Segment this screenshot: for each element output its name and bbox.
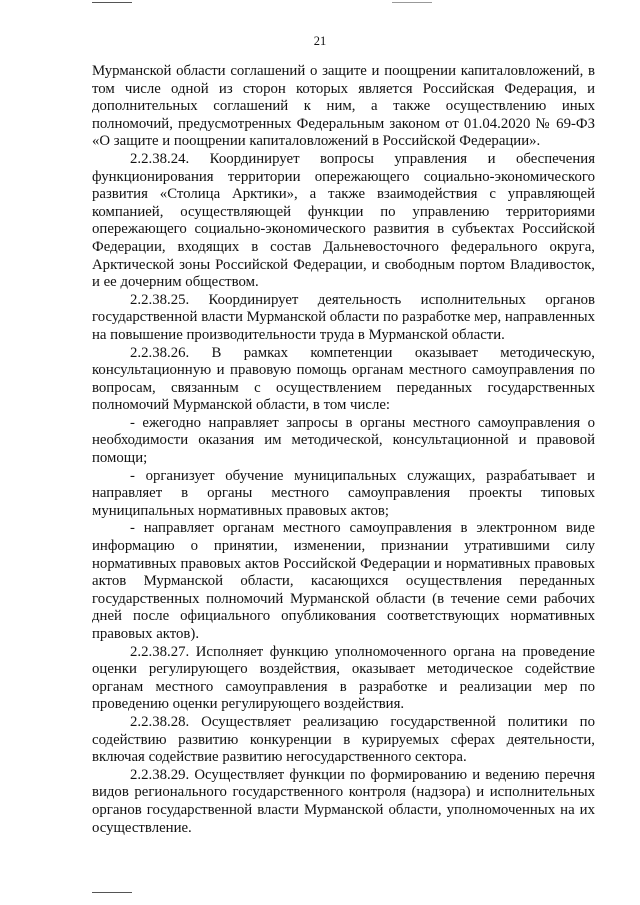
document-body (92, 63, 595, 837)
top-edge-mark (92, 2, 132, 3)
top-edge-mark (392, 2, 432, 3)
bottom-edge-mark (92, 892, 132, 893)
paragraph: 2.2.38.29. Осуществляет функции по формированию и ведению перечня видов регионального государственного контроля (надзора) и исполнительных органов государственной власти Мурманской области, уполномоченных на их осуществление. (92, 766, 595, 836)
paragraph: 2.2.38.26. В рамках компетенции оказывает методическую, консультационную и правовую помощь органам местного самоуправления по вопросам, связанным с осуществлением переданных государственных полномочий Мурманской области, в том числе: (92, 344, 595, 414)
list-item: - ежегодно направляет запросы в органы местного самоуправления о необходимости оказания им методической, консультационной и правовой помощи; (92, 414, 595, 467)
page-number: 21 (313, 34, 327, 48)
list-item: - организует обучение муниципальных служащих, разрабатывает и направляет в органы местного самоуправления проекты типовых муниципальных нормативных правовых актов; (92, 467, 595, 519)
list-item: - направляет органам местного самоуправления в электронном виде информацию о принятии, изменении, признании утратившими силу нормативных правовых актов Российской Федерации и нормативных правовых актов Мурманской области, касающихся осуществления переданных государственных полномочий Мурманской области (в течение семи рабочих дней после официального опубликования соответствующих нормативных правовых актов). (92, 520, 595, 642)
paragraph: 2.2.38.27. Исполняет функцию уполномоченного органа на проведение оценки регулирующего воздействия, оказывает методическое содействие органам местного самоуправления в разработке и реализации мер по проведению оценки регулирующего воздействия. (92, 643, 595, 713)
paragraph: 2.2.38.24. Координирует вопросы управления и обеспечения функционирования территории опережающего социально-экономического развития «Столица Арктики», а также взаимодействия с управляющей компанией, осуществляющей функции по управлению территориями опережающего социально-экономического развития в субъектах Российской Федерации, входящих в состав Дальневосточного федерального округа, Арктической зоны Российской Федерации, и свободным портом Владивосток, и ее дочерним обществом. (92, 150, 595, 291)
paragraph: Мурманской области соглашений о защите и поощрении капиталовложений, в том числе одной из сторон которых является Российская Федерация, и дополнительных соглашений к ним, а также осуществлению иных полномочий, предусмотренных Федеральным законом от 01.04.2020 № 69-ФЗ «О защите и поощрении капиталовложений в Российской Федерации». (92, 63, 595, 150)
paragraph: 2.2.38.25. Координирует деятельность исполнительных органов государственной власти Мурманской области по разработке мер, направленных на повышение производительности труда в Мурманской области. (92, 291, 595, 343)
paragraph: 2.2.38.28. Осуществляет реализацию государственной политики по содействию развитию конкуренции в курируемых сферах деятельности, включая содействие развитию негосударственного сектора. (92, 713, 595, 766)
